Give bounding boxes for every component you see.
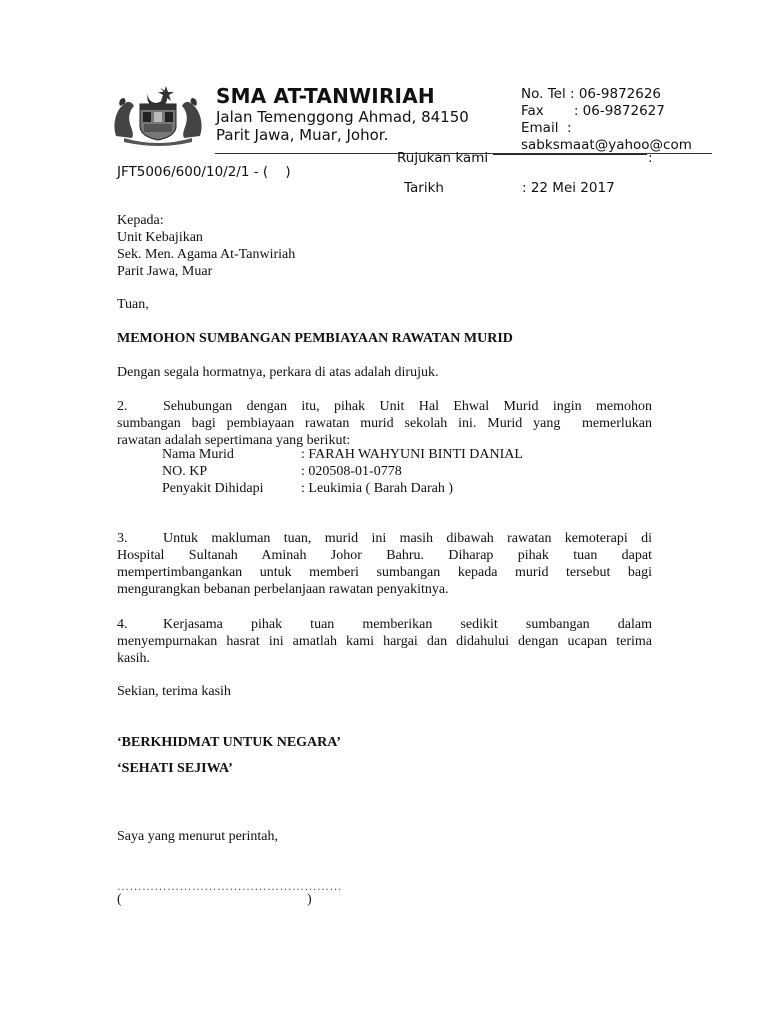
email-label: Email : [521, 120, 572, 136]
tarikh-value: : 22 Mei 2017 [522, 180, 615, 196]
paragraph-2-line-2: sumbangan bagi pembiayaan rawatan murid sekolah ini. Murid yang memerlukan [117, 416, 652, 431]
school-address-line-1: Jalan Temenggong Ahmad, 84150 [216, 108, 469, 126]
fax-number: Fax : 06-9872627 [521, 103, 665, 119]
student-row [162, 446, 523, 463]
sign-off: Saya yang menurut perintah, [117, 829, 278, 844]
paragraph-4-number: 4. [117, 617, 128, 632]
student-label: Penyakit Dihidapi [162, 481, 264, 496]
paragraph-2 [117, 398, 652, 449]
paragraph-3-line-1: 3. Untuk makluman tuan, murid ini masih dibawah rawatan kemoterapi di [117, 531, 652, 546]
malaysia-coat-of-arms-icon [110, 84, 206, 146]
motto-sehati: ‘SEHATI SEJIWA’ [117, 761, 233, 776]
paragraph-3 [117, 530, 652, 598]
student-row [162, 480, 523, 497]
student-label: Nama Murid [162, 447, 234, 462]
recipient-line-3: Parit Jawa, Muar [117, 264, 213, 279]
school-address-line-2: Parit Jawa, Muar, Johor. [216, 126, 389, 144]
paragraph-4-line-1: 4. Kerjasama pihak tuan memberikan sedikit sumbangan dalam [117, 617, 652, 632]
paragraph-2-line-3: rawatan adalah sepertimana yang berikut: [117, 433, 351, 448]
paragraph-3-number: 3. [117, 531, 128, 546]
paragraph-3-line-4: mengurangkan bebanan perbelanjaan rawatan penyakitnya. [117, 582, 449, 597]
contact-block [521, 86, 711, 153]
recipient-block [117, 212, 295, 280]
student-row [162, 463, 523, 480]
paragraph-2-line-1: 2. Sehubungan dengan itu, pihak Unit Hal Ehwal Murid ingin memohon [117, 399, 652, 414]
opening-sentence: Dengan segala hormatnya, perkara di atas adalah dirujuk. [117, 365, 439, 380]
salutation: Tuan, [117, 297, 149, 312]
student-label: NO. KP [162, 464, 208, 479]
paragraph-4-line-3: kasih. [117, 651, 151, 666]
student-value: : 020508-01-0778 [301, 464, 402, 479]
signature-close-paren: ) [307, 892, 312, 907]
subject-heading: MEMOHON SUMBANGAN PEMBIAYAAN RAWATAN MURID [117, 331, 513, 346]
rujukan-underline [493, 154, 647, 155]
student-value: : FARAH WAHYUNI BINTI DANIAL [301, 447, 523, 462]
signature-line: ……………………………………………… [117, 879, 342, 893]
motto-berkhidmat: ‘BERKHIDMAT UNTUK NEGARA’ [117, 735, 342, 750]
student-value: : Leukimia ( Barah Darah ) [301, 481, 453, 496]
paragraph-4-line-2: menyempurnakan hasrat ini amatlah kami hargai dan didahului dengan ucapan terima [117, 634, 652, 649]
paragraph-4 [117, 616, 652, 667]
recipient-line-1: Unit Kebajikan [117, 230, 203, 245]
school-name: SMA AT-TANWIRIAH [216, 84, 435, 108]
paragraph-3-line-2: Hospital Sultanah Aminah Johor Bahru. Diharap pihak tuan dapat [117, 548, 652, 563]
tarikh-label: Tarikh [404, 180, 444, 196]
rujukan-label: Rujukan kami [397, 150, 489, 166]
paragraph-2-number: 2. [117, 399, 128, 414]
student-details [162, 446, 523, 497]
tel-number: No. Tel : 06-9872626 [521, 86, 662, 102]
paragraph-3-line-3: mempertimbangankan untuk memberi sumbangan kepada murid tersebut bagi [117, 565, 652, 580]
rujukan-colon: : [648, 150, 653, 166]
signature-open-paren: ( [117, 892, 122, 907]
recipient-line-2: Sek. Men. Agama At-Tanwiriah [117, 247, 296, 262]
closing: Sekian, terima kasih [117, 684, 231, 699]
recipient-kepada: Kepada: [117, 213, 164, 228]
reference-number: JFT5006/600/10/2/1 - ( ) [117, 164, 291, 180]
email-address: sabksmaat@yahoo@com [521, 137, 692, 153]
